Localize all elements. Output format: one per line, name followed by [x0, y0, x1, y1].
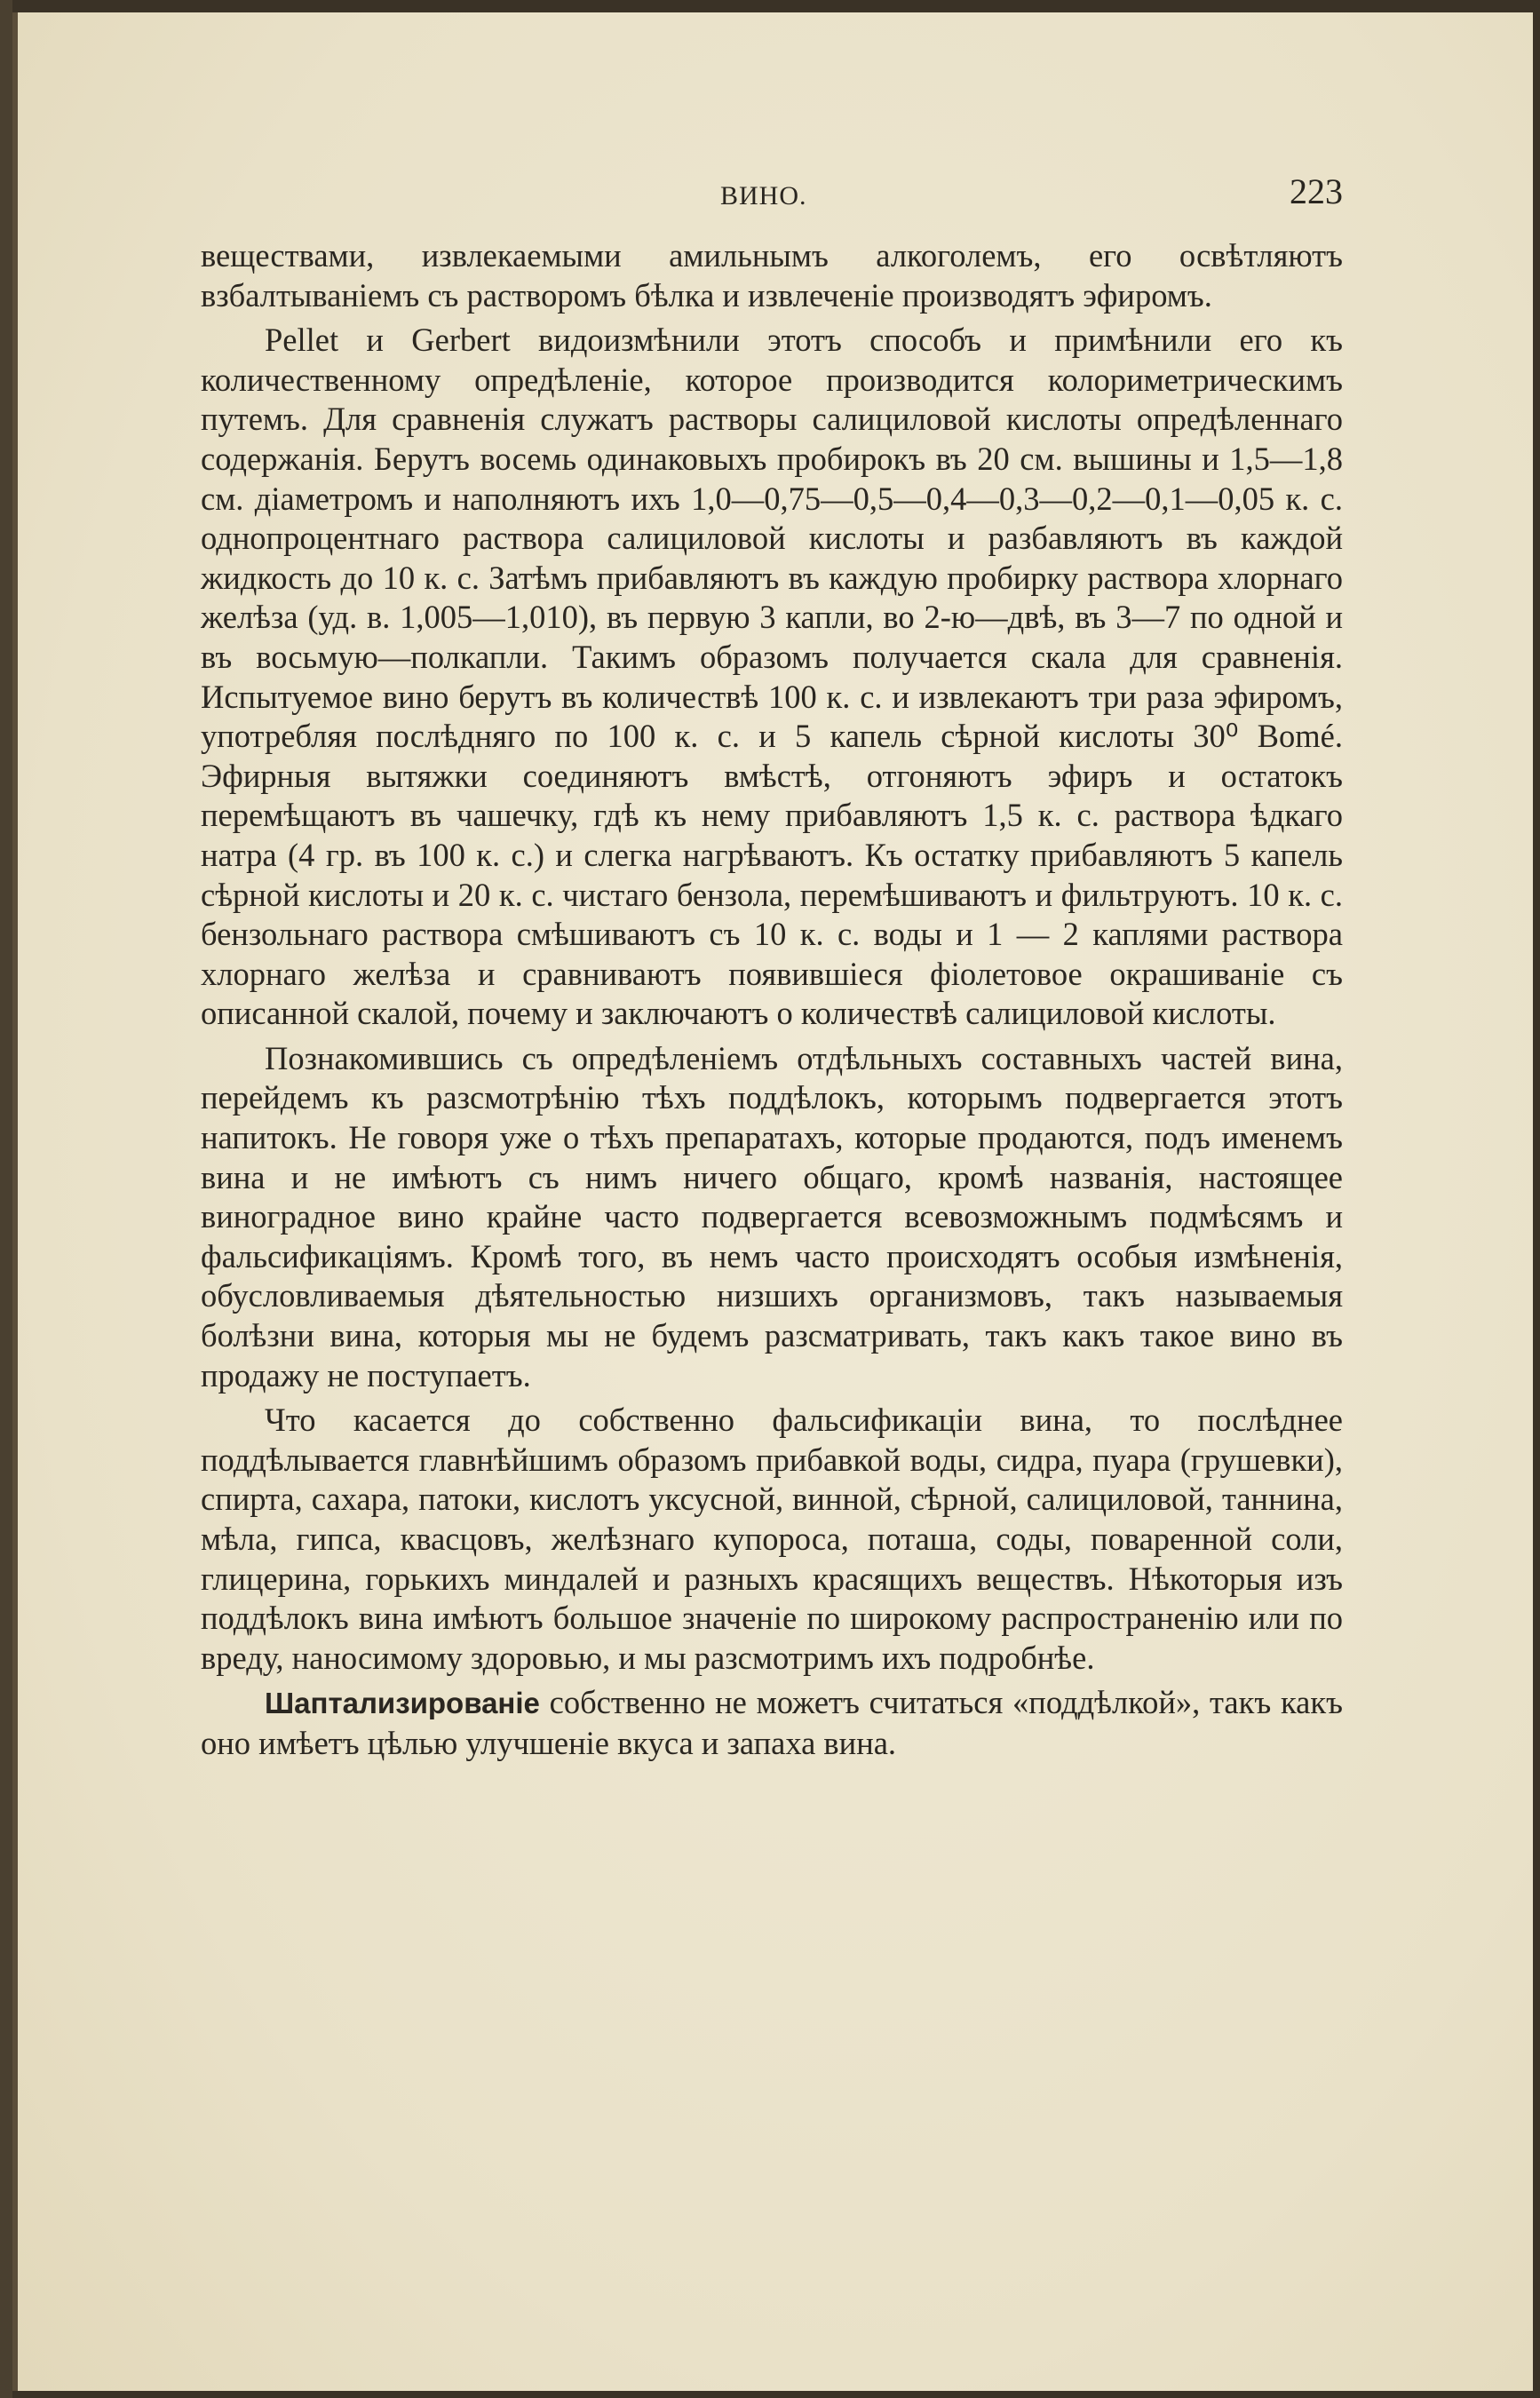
body-text	[201, 236, 1343, 1769]
page-number: 223	[1290, 171, 1343, 211]
chaptalization-text: собственно не можетъ считаться «поддѣлкой», такъ какъ оно имѣетъ цѣлью улучшеніе вкуса и запаха вина.	[201, 1684, 1343, 1761]
paragraph-chaptalization	[201, 1683, 1343, 1763]
paragraph-wine-adulterations: Познакомившись съ опредѣленіемъ отдѣльныхъ составныхъ частей вина, перейдемъ къ разсмотрѣнію тѣхъ поддѣлокъ, которымъ подвергается этотъ напитокъ. Не говоря уже о тѣхъ препаратахъ, которые продаются, подъ именемъ вина и не имѣютъ съ нимъ ничего общаго, кромѣ названія, настоящее виноградное вино крайне часто подвергается всевозможнымъ подмѣсямъ и фальсификаціямъ. Кромѣ того, въ немъ часто происходятъ особыя измѣненія, обусловливаемыя дѣятельностью низшихъ организмовъ, такъ называемыя болѣзни вина, которыя мы не будемъ разсматривать, такъ какъ такое вино въ продажу не поступаетъ.	[201, 1039, 1343, 1394]
paragraph-falsification-list: Что касается до собственно фальсификаціи вина, то послѣднее поддѣлывается главнѣйшимъ образомъ прибавкой воды, сидра, пуара (грушевки), спирта, сахара, патоки, кислотъ уксусной, винной, сѣрной, салициловой, таннина, мѣла, гипса, квасцовъ, желѣзнаго купороса, поташа, соды, поваренной соли, глицерина, горькихъ миндалей и разныхъ красящихъ веществъ. Нѣкоторыя изъ поддѣлокъ вина имѣютъ большое значеніе по широкому распространенію или по вреду, наносимому здоровью, и мы разсмотримъ ихъ подробнѣе.	[201, 1401, 1343, 1676]
page-header	[201, 169, 1343, 218]
paragraph-pellet-gerbert-method: Pellet и Gerbert видоизмѣнили этотъ способъ и примѣнили его къ количественному опредѣленіе, которое производится колориметрическимъ путемъ. Для сравненія служатъ растворы салициловой кислоты опредѣленнаго содержанія. Берутъ восемь одинаковыхъ пробирокъ въ 20 см. вышины и 1,5—1,8 см. діаметромъ и наполняютъ ихъ 1,0—0,75—0,5—0,4—0,3—0,2—0,1—0,05 к. с. однопроцентнаго раствора салициловой кислоты и разбавляютъ въ каждой жидкость до 10 к. с. Затѣмъ прибавляютъ въ каждую пробирку раствора хлорнаго желѣза (уд. в. 1,005—1,010), въ первую 3 капли, во 2-ю—двѣ, въ 3—7 по одной и въ восьмую—полкапли. Такимъ образомъ получается скала для сравненія. Испытуемое вино берутъ въ количествѣ 100 к. с. и извлекаютъ три раза эфиромъ, употребляя послѣдняго по 100 к. с. и 5 капель сѣрной кислоты 30⁰ Bomé. Эфирныя вытяжки соединяютъ вмѣстѣ, отгоняютъ эфиръ и остатокъ перемѣщаютъ въ чашечку, гдѣ къ нему прибавляютъ 1,5 к. с. раствора ѣдкаго натра (4 гр. въ 100 к. с.) и слегка нагрѣваютъ. Къ остатку прибавляютъ 5 капель сѣрной кислоты и 20 к. с. чистаго бензола, перемѣшиваютъ и фильтруютъ. 10 к. с. бензольнаго раствора смѣшиваютъ съ 10 к. с. воды и 1 — 2 каплями раствора хлорнаго желѣза и сравниваютъ появившіеся фіолетовое окрашиваніе съ описанной скалой, почему и заключаютъ о количествѣ салициловой кислоты.	[201, 322, 1343, 1032]
running-head: ВИНО.	[720, 181, 807, 210]
paragraph-continuation: веществами, извлекаемыми амильнымъ алкоголемъ, его освѣтляютъ взбалтываніемъ съ растворомъ бѣлка и извлеченіе производятъ эфиромъ.	[201, 237, 1343, 314]
page-top-edge	[0, 0, 1540, 12]
book-spine	[0, 0, 12, 2398]
chaptalization-term: Шаптализированіе	[265, 1687, 540, 1720]
